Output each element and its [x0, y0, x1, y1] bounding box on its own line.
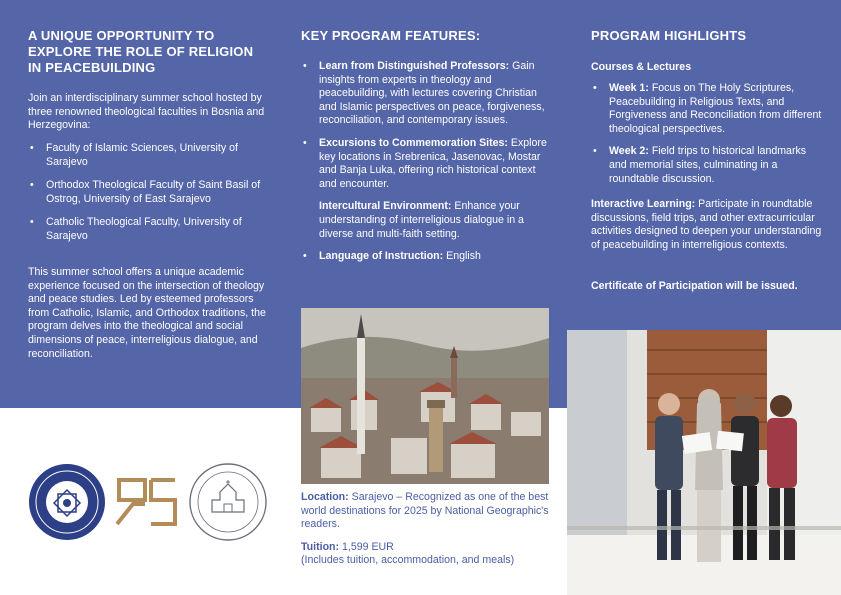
feature-item [301, 137, 549, 191]
feature-title: Intercultural Environment: [319, 200, 452, 213]
location-label: Location: [301, 491, 349, 503]
interactive-learning [591, 198, 823, 252]
week-text: Focus on The Holy Scriptures, Peacebuilding in Religious Texts, and Forgiveness and Reconciliation from different theological perspectives. [609, 82, 822, 135]
people-illustration [567, 330, 841, 595]
tuition-value: 1,599 EUR [342, 540, 394, 553]
feature-item [301, 250, 549, 264]
week-title: Week 2: [609, 145, 649, 158]
location-line [301, 491, 551, 532]
interactive-title: Interactive Learning: [591, 198, 696, 210]
intro-paragraph: Join an interdisciplinary summer school hosted by three renowned theological faculties in Bosnia and Herzegovina: [28, 92, 265, 132]
faculty-item: • Orthodox Theological Faculty of Saint Basil of Ostrog, University of East Sarajevo [28, 179, 266, 206]
week-item [591, 145, 823, 186]
feature-item [301, 200, 549, 241]
feature-text: Enhance your understanding of interreligious dialogue in a diverse and multi-faith setting. [319, 200, 524, 240]
feature-list [301, 60, 549, 273]
feature-item [301, 60, 549, 128]
tuition-label: Tuition: [301, 540, 340, 553]
certificate-note: Certificate of Participation will be issued. [591, 280, 798, 292]
week-item [591, 82, 823, 136]
tuition-note: (Includes tuition, accommodation, and meals) [301, 554, 515, 567]
summer-school-description: This summer school offers a unique academic experience focused on the intersection of theology and peace studies. Led by esteemed professors from Catholic, Islamic, and Orthodox traditions, the program delves into the theological and social dimensions of peace, interreligious dialogue, and reconciliation. [28, 266, 266, 360]
feature-text: Explore key locations in Srebrenica, Jasenovac, Mostar and Banja Luka, offering rich historical context and encounter. [319, 136, 547, 190]
orthodox-faculty-monogram-logo [117, 480, 175, 524]
feature-text: English [446, 250, 481, 263]
tuition-line [301, 541, 551, 568]
logos-svg [28, 462, 268, 542]
location-tuition-info [301, 491, 551, 577]
feature-title: Learn from Distinguished Professors: [319, 60, 510, 72]
faculty-islamic-sciences-seal [29, 464, 105, 540]
sarajevo-city-photo [301, 308, 549, 484]
catholic-faculty-seal [190, 464, 266, 540]
courses-label: Courses & Lectures [591, 61, 692, 73]
week-title: Week 1: [609, 82, 649, 94]
week-list [591, 82, 823, 195]
feature-title: Excursions to Commemoration Sites: [319, 136, 508, 149]
week-text: Field trips to historical landmarks and memorial sites, culminating in a roundtable discussion. [609, 145, 807, 185]
heading-program-highlights: PROGRAM HIGHLIGHTS [591, 28, 747, 43]
faculty-logos [28, 462, 268, 542]
city-illustration [301, 308, 549, 484]
heading-unique-opportunity: A UNIQUE OPPORTUNITY TO EXPLORE THE ROLE OF RELIGION IN PEACEBUILDING [28, 28, 254, 75]
students-group-photo [567, 330, 841, 595]
faculty-list [28, 142, 266, 254]
heading-key-features: KEY PROGRAM FEATURES: [301, 28, 481, 43]
interactive-text: Participate in roundtable discussions, field trips, and other extracurricular activities designed to deepen your understanding of peacebuilding in interreligious contexts. [591, 198, 822, 251]
location-text: Sarajevo – Recognized as one of the best world destinations for 2025 by National Geographic's readers. [301, 491, 549, 531]
feature-title: Language of Instruction: [319, 250, 444, 263]
faculty-item: • Faculty of Islamic Sciences, University of Sarajevo [28, 142, 266, 169]
feature-text: Gain insights from experts in theology and peacebuilding, with lectures covering Christian and Islamic perspectives on peace, forgiveness, reconciliation, and contemporary issues. [319, 60, 545, 127]
faculty-item: • Catholic Theological Faculty, University of Sarajevo [28, 216, 266, 243]
